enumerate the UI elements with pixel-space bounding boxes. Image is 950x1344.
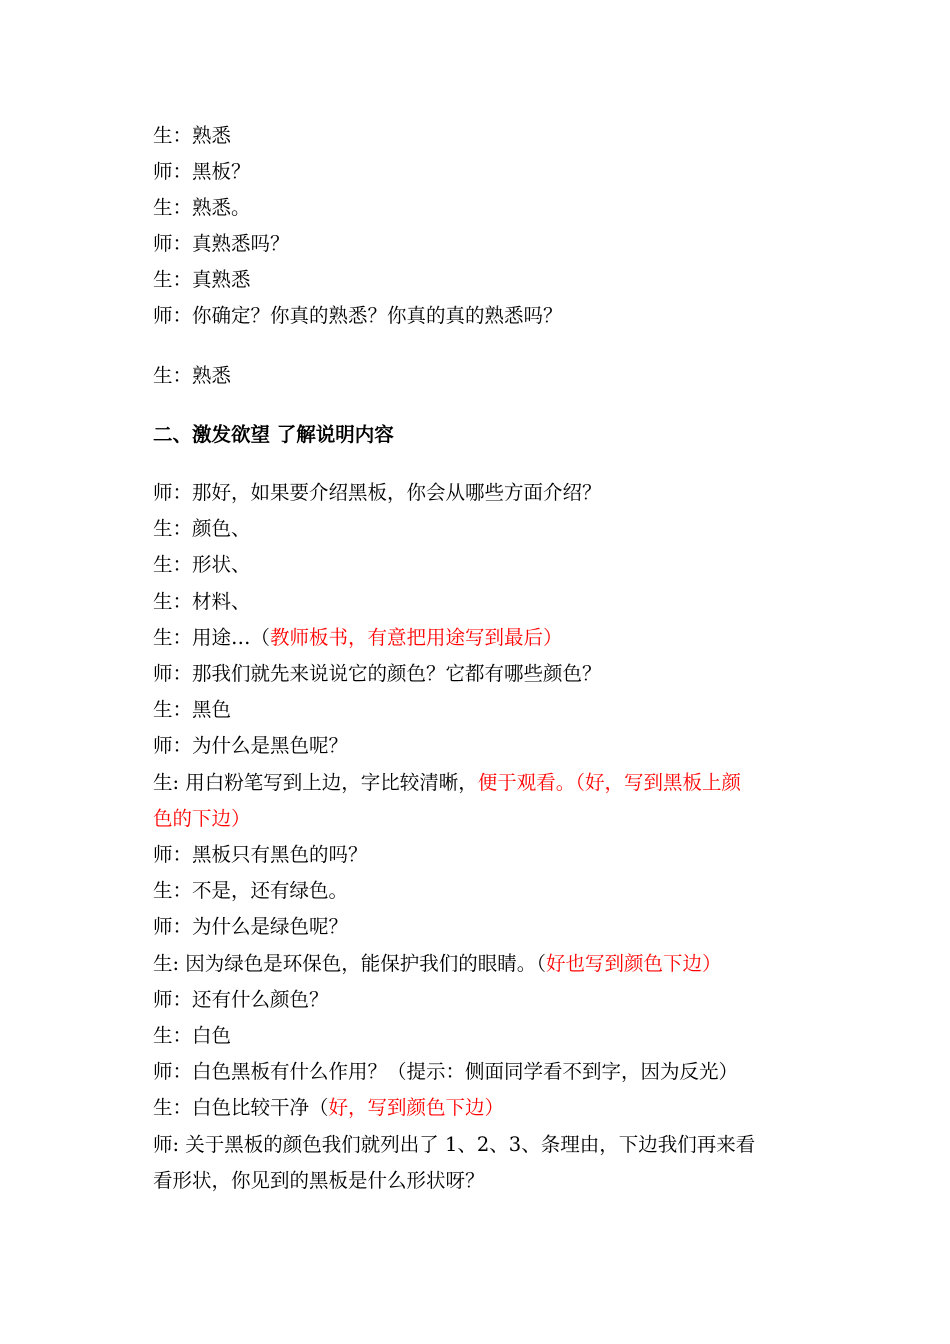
line-text: 形状、: [192, 553, 251, 577]
section-heading: 二、激发欲望 了解说明内容: [153, 423, 394, 446]
teacher-note: 好也写到颜色下边）: [546, 951, 722, 975]
line-text: 熟悉: [192, 364, 232, 387]
dialogue-line: [153, 1096, 813, 1120]
dialogue-line: [153, 662, 813, 686]
line-text: 因为绿色是环保色，能保护我们的眼睛。（: [179, 951, 547, 975]
line-text: 熟悉。: [192, 196, 251, 219]
line-text: 那好，如果要介绍黑板，你会从哪些方面介绍？: [192, 481, 602, 504]
speaker-label: 生：: [153, 1096, 193, 1120]
line-text: 关于黑板的颜色我们就列出了 1、2、3、条理由，下边我们再来看: [179, 1132, 756, 1156]
speaker-label: 师：: [153, 304, 193, 327]
dialogue-line: [153, 626, 813, 650]
line-text: 黑板？: [192, 160, 251, 183]
dialogue-line: [153, 843, 813, 867]
line-text: 看形状，你见到的黑板是什么形状呀？: [153, 1168, 485, 1192]
dialogue-line: [153, 160, 813, 184]
speaker-label: 生：: [153, 517, 193, 541]
line-text: 颜色、: [192, 517, 251, 541]
dialogue-line: [153, 232, 813, 256]
teacher-note: 好，写到颜色下边）: [328, 1096, 505, 1120]
dialogue-line: [153, 1024, 813, 1048]
line-text: 黑板只有黑色的吗？: [192, 843, 368, 866]
dialogue-line: [153, 364, 813, 388]
speaker-label: 生：: [153, 124, 193, 147]
dialogue-line: [153, 771, 813, 795]
speaker-label: 生：: [153, 879, 193, 903]
dialogue-line: [153, 553, 813, 577]
speaker-label: 生：: [153, 196, 193, 219]
line-text: 白色比较干净（: [192, 1096, 329, 1120]
line-text: 材料、: [192, 589, 251, 613]
dialogue-line: [153, 517, 813, 541]
dialogue-line: [153, 304, 813, 328]
speaker-label: 生：: [153, 625, 193, 649]
speaker-label: 生:: [153, 951, 180, 975]
speaker-label: 师：: [153, 232, 193, 255]
speaker-label: 师：: [153, 843, 193, 866]
speaker-label: 师：: [153, 915, 193, 939]
speaker-label: 师：: [153, 662, 193, 685]
speaker-label: 师：: [153, 987, 193, 1011]
dialogue-line: [153, 1060, 813, 1084]
dialogue-line: [153, 590, 813, 614]
dialogue-line: [153, 915, 813, 939]
line-text: 用白粉笔写到上边，字比较清晰，: [179, 770, 478, 794]
line-text: 为什么是黑色呢？: [192, 734, 349, 758]
speaker-label: 师:: [153, 1132, 180, 1156]
dialogue-line: [153, 1133, 813, 1157]
dialogue-line: [153, 124, 813, 148]
dialogue-line: [153, 481, 813, 505]
line-text: 用途…（: [192, 625, 271, 649]
speaker-label: 生：: [153, 268, 193, 291]
line-text: 白色黑板有什么作用？（提示：侧面同学看不到字，因为反光）: [192, 1060, 739, 1084]
line-text: 黑色: [192, 698, 232, 722]
line-text: 熟悉: [192, 124, 232, 147]
line-text: 你确定？你真的熟悉？你真的真的熟悉吗？: [192, 304, 563, 327]
speaker-label: 生：: [153, 1024, 193, 1047]
speaker-label: 生：: [153, 589, 193, 613]
line-text: 还有什么颜色？: [192, 987, 329, 1011]
line-text: 那我们就先来说说它的颜色？它都有哪些颜色？: [192, 662, 602, 685]
speaker-label: 生：: [153, 553, 193, 577]
line-text: 不是，还有绿色。: [192, 879, 349, 903]
dialogue-line: [153, 268, 813, 292]
teacher-note: 教师板书，有意把用途写到最后）: [270, 625, 563, 649]
speaker-label: 生：: [153, 364, 193, 387]
line-text: 真熟悉: [192, 268, 251, 291]
speaker-label: 师：: [153, 160, 193, 183]
dialogue-line: [153, 698, 813, 722]
dialogue-line: [153, 879, 813, 903]
line-text: 为什么是绿色呢？: [192, 915, 349, 939]
speaker-label: 生:: [153, 770, 180, 794]
line-text: 真熟悉吗？: [192, 232, 290, 255]
dialogue-line: [153, 952, 813, 976]
dialogue-line: [153, 807, 813, 831]
teacher-note: 便于观看。（好，写到黑板上颜: [477, 770, 742, 794]
dialogue-line: [153, 734, 813, 758]
speaker-label: 师：: [153, 734, 193, 758]
dialogue-line: [153, 196, 813, 220]
speaker-label: 生：: [153, 698, 193, 722]
dialogue-line: [153, 988, 813, 1012]
teacher-note: 色的下边）: [153, 806, 251, 830]
speaker-label: 师：: [153, 1060, 193, 1084]
line-text: 白色: [192, 1024, 232, 1047]
speaker-label: 师：: [153, 481, 193, 504]
dialogue-line: [153, 1169, 813, 1193]
